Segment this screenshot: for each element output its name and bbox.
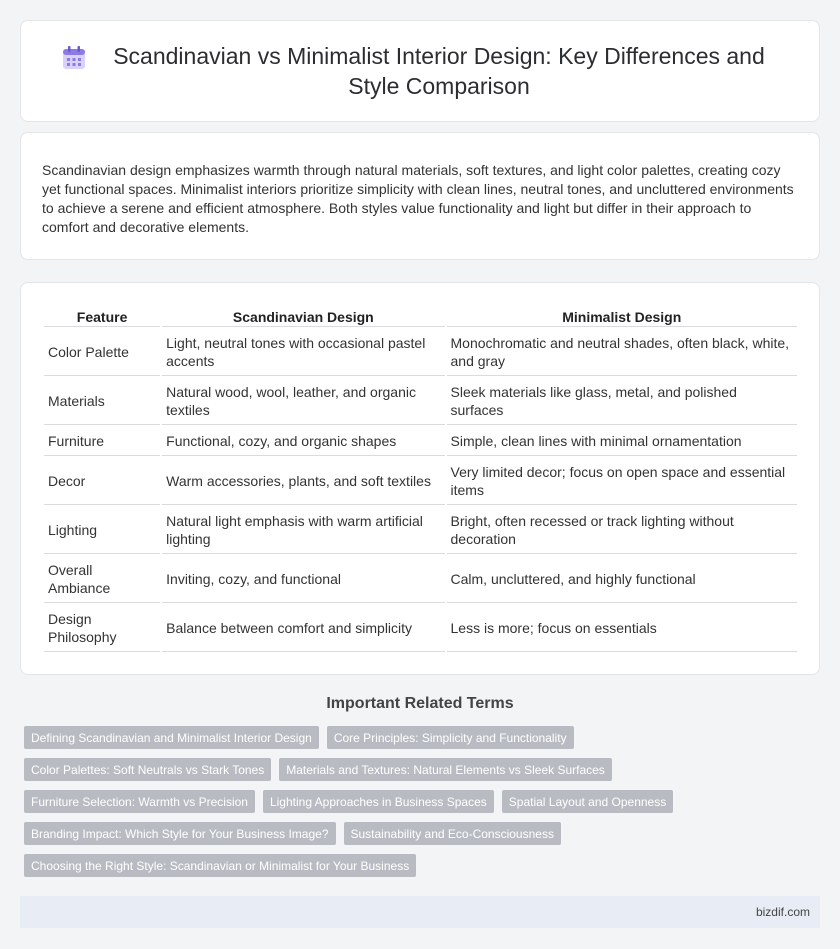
column-header-feature: Feature (44, 306, 160, 327)
feature-cell: Decor (44, 458, 160, 505)
footer (20, 896, 820, 928)
feature-cell: Overall Ambiance (44, 556, 160, 603)
minimalist-cell: Monochromatic and neutral shades, often black, white, and gray (447, 329, 797, 376)
related-term-tag[interactable]: Materials and Textures: Natural Elements vs Sleek Surfaces (279, 758, 612, 781)
related-term-tag[interactable]: Sustainability and Eco-Consciousness (344, 822, 561, 845)
scandinavian-cell: Natural wood, wool, leather, and organic textiles (162, 378, 444, 425)
scandinavian-cell: Balance between comfort and simplicity (162, 605, 444, 652)
related-term-tag[interactable]: Lighting Approaches in Business Spaces (263, 790, 494, 813)
feature-cell: Furniture (44, 427, 160, 456)
feature-cell: Color Palette (44, 329, 160, 376)
column-header-scandinavian: Scandinavian Design (162, 306, 444, 327)
scandinavian-cell: Inviting, cozy, and functional (162, 556, 444, 603)
table-row (44, 458, 797, 505)
column-header-minimalist: Minimalist Design (447, 306, 797, 327)
scandinavian-cell: Functional, cozy, and organic shapes (162, 427, 444, 456)
minimalist-cell: Less is more; focus on essentials (447, 605, 797, 652)
scandinavian-cell: Warm accessories, plants, and soft textiles (162, 458, 444, 505)
table-row (44, 378, 797, 425)
table-row (44, 556, 797, 603)
table-header-row (44, 306, 797, 327)
table-row (44, 329, 797, 376)
minimalist-cell: Very limited decor; focus on open space and essential items (447, 458, 797, 505)
header-inner (61, 41, 779, 101)
minimalist-cell: Simple, clean lines with minimal ornamentation (447, 427, 797, 456)
related-term-tag[interactable]: Color Palettes: Soft Neutrals vs Stark Tones (24, 758, 271, 781)
calendar-icon (61, 45, 87, 71)
intro-paragraph: Scandinavian design emphasizes warmth through natural materials, soft textures, and light color palettes, creating cozy yet functional spaces. Minimalist interiors prioritize simplicity with clean lines, neutral tones, and uncluttered environments to achieve a serene and efficient atmosphere. Both styles value functionality and light but differ in their approach to comfort and decorative elements. (42, 162, 794, 235)
intro-card (20, 132, 820, 260)
comparison-table-card (20, 282, 820, 675)
comparison-table (42, 304, 799, 654)
feature-cell: Materials (44, 378, 160, 425)
page-title: Scandinavian vs Minimalist Interior Design: Key Differences and Style Comparison (113, 43, 765, 99)
scandinavian-cell: Natural light emphasis with warm artificial lighting (162, 507, 444, 554)
related-term-tag[interactable]: Furniture Selection: Warmth vs Precision (24, 790, 255, 813)
header-card (20, 20, 820, 122)
scandinavian-cell: Light, neutral tones with occasional pastel accents (162, 329, 444, 376)
footer-site-link[interactable]: bizdif.com (755, 905, 810, 919)
related-term-tag[interactable]: Core Principles: Simplicity and Functionality (327, 726, 574, 749)
related-terms-list (20, 726, 810, 877)
related-term-tag[interactable]: Defining Scandinavian and Minimalist Interior Design (24, 726, 319, 749)
related-term-tag[interactable]: Branding Impact: Which Style for Your Business Image? (24, 822, 336, 845)
minimalist-cell: Calm, uncluttered, and highly functional (447, 556, 797, 603)
related-term-tag[interactable]: Spatial Layout and Openness (502, 790, 673, 813)
related-terms-title: Important Related Terms (326, 695, 514, 712)
table-row (44, 427, 797, 456)
feature-cell: Lighting (44, 507, 160, 554)
table-row (44, 605, 797, 652)
minimalist-cell: Sleek materials like glass, metal, and polished surfaces (447, 378, 797, 425)
related-term-tag[interactable]: Choosing the Right Style: Scandinavian or Minimalist for Your Business (24, 854, 416, 877)
minimalist-cell: Bright, often recessed or track lighting without decoration (447, 507, 797, 554)
table-row (44, 507, 797, 554)
feature-cell: Design Philosophy (44, 605, 160, 652)
